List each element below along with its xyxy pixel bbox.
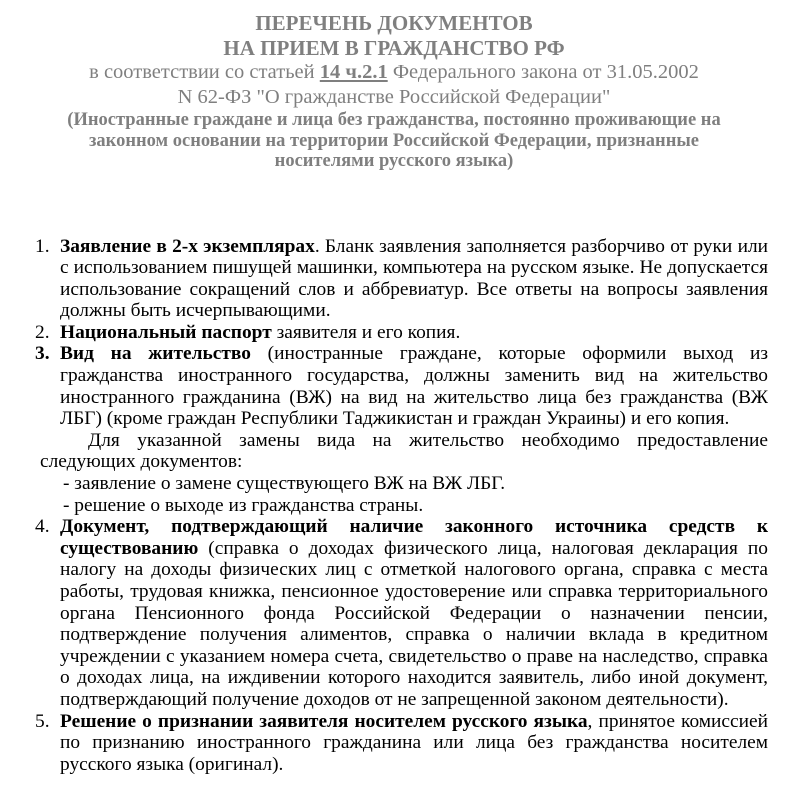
document-list [35,235,768,776]
item-5-bold-text: Решение о признании заявителя носителем русского языка [60,710,588,732]
document-note: (Иностранные граждане и лица без гражданства, постоянно проживающие на законном основании на территории Российской Федерации, признанные носителями русского языка) [67,110,721,171]
item-2-text: заявителя и его копия. [271,321,461,343]
list-item-2 [35,321,768,344]
item-3-subparagraph: Для указанной замены вида на жительство необходимо предоставление следующих документов: [40,429,768,473]
item-2-number: 2. [35,321,50,343]
document-title-line-2: НА ПРИЕМ В ГРАЖДАНСТВО РФ [223,35,565,60]
item-3-subitem-1: - заявление о замене существующего ВЖ на ВЖ ЛБГ. [63,473,506,495]
item-3-bold-text: Вид на жительство [60,343,251,365]
item-1-text: . Бланк заявления заполняется разборчиво от руки или с использованием пишущей машинки, компьютера на русском языке. Не допускается использование сокращений слов и аббревиатур. Все ответы на вопросы заявления должны быть исчерпывающими. [60,235,768,322]
list-item-1 [35,235,768,322]
item-4-text: (справка о доходах физического лица, налоговая декларация по налогу на доходы физических лиц с отметкой налогового органа, справка с места работы, трудовая книжка, пенсионное удостоверение или справка территориального органа Пенсионного фонда Российской Федерации о назначении пенсии, подтверждение получения алиментов, справка о наличии вклада в кредитном учреждении с указанием номера счета, свидетельство о праве на наследство, справка о доходах лица, на иждивении которого находится заявитель, либо иной документ, подтверждающий получение доходов от не запрещенной законом деятельности). [60,537,768,710]
item-3-text: (иностранные граждане, которые оформили выход из гражданства иностранного государства, должны заменить вид на жительство иностранного гражданина (ВЖ) на вид на жительство лица без гражданства (ВЖ ЛБГ) (кроме граждан Республики Таджикистан и граждан Украины) и его копия. [60,343,768,430]
item-4-bold-text: Документ, подтверждающий наличие законного источника средств к существованию [60,516,768,559]
subtitle-suffix: Федерального закона от 31.05.2002 [387,61,699,83]
item-5-text: , принятое комиссией по признанию иностранного гражданина или лица без гражданства носителем русского языка (оригинал). [60,710,768,775]
list-item-5 [35,710,768,776]
item-3-number: 3. [35,343,50,365]
document-subtitle-line-2: N 62-ФЗ "О гражданстве Российской Федерации" [177,85,611,108]
item-4-number: 4. [35,516,50,538]
list-item-3 [35,343,768,516]
item-3-subitem-2: - решение о выходе из гражданства страны. [63,494,424,516]
document-subtitle-line-1 [0,60,788,85]
item-5-number: 5. [35,710,50,732]
list-item-4 [35,516,768,710]
item-1-bold-text: Заявление в 2-х экземплярах [60,235,315,257]
item-1-number: 1. [35,235,50,257]
document-title-line-1: ПЕРЕЧЕНЬ ДОКУМЕНТОВ [255,11,533,35]
subtitle-prefix: в соответствии со статьей [89,61,320,83]
item-2-bold-text: Национальный паспорт [60,321,272,343]
document-header [0,11,788,172]
article-reference: 14 ч.2.1 [319,61,388,83]
